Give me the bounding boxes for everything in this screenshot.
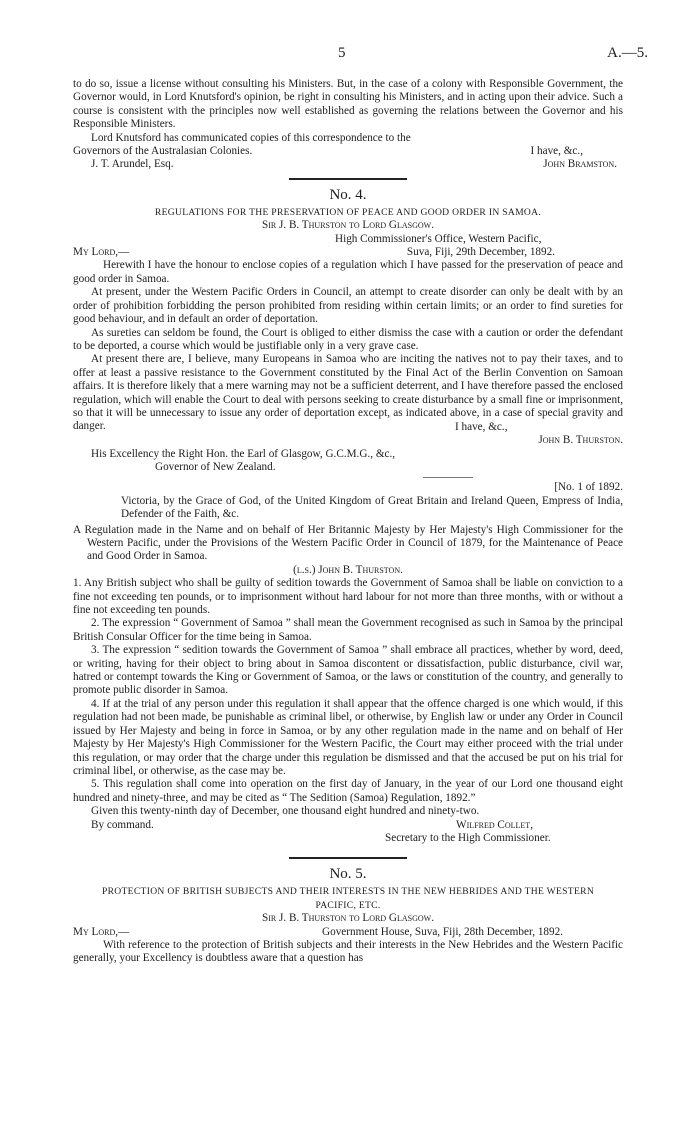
- intro-paragraph: to do so, issue a license without consulting his Ministers. But, in the case of a colony with Responsible Government, the Governor would, in Lord Knutsford's opinion, be right in consulting his Ministers, and in acting upon their advice. Such a course is consistent with the principles now well established as governing the relations between the Governor and his Responsible Ministers.: [73, 78, 623, 131]
- page-header: [0, 47, 700, 65]
- section-4-paragraph-2: At present, under the Western Pacific Orders in Council, an attempt to create disorder can only be dealt with by an order of prohibition forbidding the person prohibited from residing within certain limits; or an order to find sureties for good behaviour, and in default an order of deportation.: [73, 286, 623, 326]
- regulation-seal: (l.s.) John B. Thurston.: [293, 563, 403, 576]
- intro-closing: I have, &c.,: [530, 145, 583, 158]
- section-number-5: No. 5.: [329, 866, 367, 883]
- section-4-office: High Commissioner's Office, Western Pacific,: [335, 232, 542, 245]
- section-4-closing: I have, &c.,: [73, 421, 555, 434]
- regulation-signatory-title: Secretary to the High Commissioner.: [385, 831, 551, 844]
- section-4-recipient-1: His Excellency the Right Hon. the Earl of Glasgow, G.C.M.G., &c.,: [91, 447, 396, 460]
- section-4-salutation: My Lord,—: [73, 246, 130, 259]
- section-number-4: No. 4.: [329, 186, 367, 203]
- page-number: 5: [338, 45, 346, 61]
- section-4-recipient-2: Governor of New Zealand.: [155, 460, 276, 473]
- section-5-paragraph-1: With reference to the protection of British subjects and their interests in the New Hebrides and the Western Pacific generally, your Excellency is doubtless aware that a question has: [73, 938, 623, 965]
- regulation-section-4: 4. If at the trial of any person under this regulation it shall appear that the offence charged is one which would, if this regulation had not been made, be punishable as criminal libel, or otherwise, by English law or under any Order in Council issued by Her Majesty and being in force in Samoa, or by any other regulation made in the name and on behalf of Her Majesty by Her Majesty's High Commissioner for the Western Pacific, the Court may either proceed with the trial under this regulation, or may order that the charge under this regulation be dismissed and that the accused be put on his trial for criminal libel, or otherwise, as the case may be.: [73, 697, 623, 777]
- section-4-signature: John B. Thurston.: [538, 434, 623, 447]
- section-4-place-date: Suva, Fiji, 29th December, 1892.: [406, 246, 555, 259]
- regulation-section-2: 2. The expression “ Government of Samoa ” shall mean the Government recognised as such in Samoa by the principal British Consular Officer for the time being in Samoa.: [73, 617, 623, 643]
- intro-signature-row: [73, 158, 623, 171]
- page-body: [73, 78, 623, 966]
- regulation-section-5: 5. This regulation shall come into operation on the first day of January, in the year of our Lord one thousand eight hundred and ninety-three, and may be cited as “ The Sedition (Samoa) Regulation, 1892.”: [73, 778, 623, 804]
- regulation-preamble: A Regulation made in the Name and on behalf of Her Britannic Majesty by Her Majesty's High Commissioner for the Western Pacific, under the Provisions of the Western Pacific Order in Council of 1879, for the Maintenance of Peace and Good Order in Samoa.: [73, 523, 623, 563]
- regulation-by-command: By command.: [91, 818, 154, 831]
- section-4-title: REGULATIONS FOR THE PRESERVATION OF PEACE AND GOOD ORDER IN SAMOA.: [154, 206, 542, 218]
- enclosure-number: [No. 1 of 1892.: [554, 481, 623, 494]
- section-4-paragraph-1: Herewith I have the honour to enclose copies of a regulation which I have passed for the preservation of peace and good order in Samoa.: [73, 259, 623, 285]
- regulation-section-3: 3. The expression “ sedition towards the Government of Samoa ” shall embrace all practices, whether by word, deed, or writing, having for their object to bring about in Samoa discontent or dissatisfaction, public disturbance, civil war, hatred or contempt towards the King or Government of Samoa, or the laws or constitution of the country, and generally to promote public disorder in Samoa.: [73, 644, 623, 697]
- section-4-from-to: Sir J. B. Thurston to Lord Glasgow.: [261, 219, 435, 232]
- regulation-section-1: 1. Any British subject who shall be guilty of sedition towards the Government of Samoa shall be liable on conviction to a fine not exceeding ten pounds, or to imprisonment without hard labour for not more than three months, with or without a fine not exceeding ten pounds.: [73, 577, 623, 617]
- section-5-place-date: Government House, Suva, Fiji, 28th December, 1892.: [322, 925, 563, 938]
- intro-closing-row: [73, 132, 623, 159]
- section-4-salutation-row: [73, 246, 623, 259]
- section-divider-2: [289, 857, 407, 859]
- section-5-title: PROTECTION OF BRITISH SUBJECTS AND THEIR INTERESTS IN THE NEW HEBRIDES AND THE WESTERN PACIFIC, ETC.: [101, 886, 595, 911]
- section-5-from-to: Sir J. B. Thurston to Lord Glasgow.: [261, 912, 435, 925]
- section-5-salutation: My Lord,—: [73, 925, 130, 938]
- document-reference: A.—5.: [607, 45, 648, 61]
- intro-signature: John Bramston.: [543, 158, 617, 171]
- victoria-preamble: Victoria, by the Grace of God, of the United Kingdom of Great Britain and Ireland Queen, Empress of India, Defender of the Faith, &c.: [121, 494, 623, 521]
- section-5-salutation-row: [73, 926, 623, 939]
- regulation-signatory: Wilfred Collet,: [456, 818, 533, 831]
- regulation-given: Given this twenty-ninth day of December, one thousand eight hundred and ninety-two.: [91, 805, 480, 818]
- intro-addressee: J. T. Arundel, Esq.: [91, 158, 174, 171]
- section-4-paragraph-4: At present there are, I believe, many Europeans in Samoa who are inciting the natives not to pay their taxes, and to offer at least a passive resistance to the Government constituted by the Final Act of the Berlin Convention on Samoan affairs. It is therefore likely that a mere warning may not be a sufficient deterrent, and I have therefore passed the enclosed regulation, which will enable the Court to deal with persons seeking to create disturbance by a small fine or imprisonment, so that it will be unnecessary to issue any order of deportation except, as indicated above, in a case of special gravity and danger.: [73, 353, 623, 433]
- regulation-command-row: [73, 819, 623, 832]
- enclosure-divider: [423, 477, 473, 478]
- section-divider: [289, 178, 407, 180]
- section-4-paragraph-3: As sureties can seldom be found, the Court is obliged to either dismiss the case with a caution or order the defendant to be deported, a course which would be justifiable only in a very grave case.: [73, 326, 623, 352]
- intro-paragraph-2: Lord Knutsford has communicated copies of this correspondence to the Governors of the Australasian Colonies.: [73, 131, 411, 158]
